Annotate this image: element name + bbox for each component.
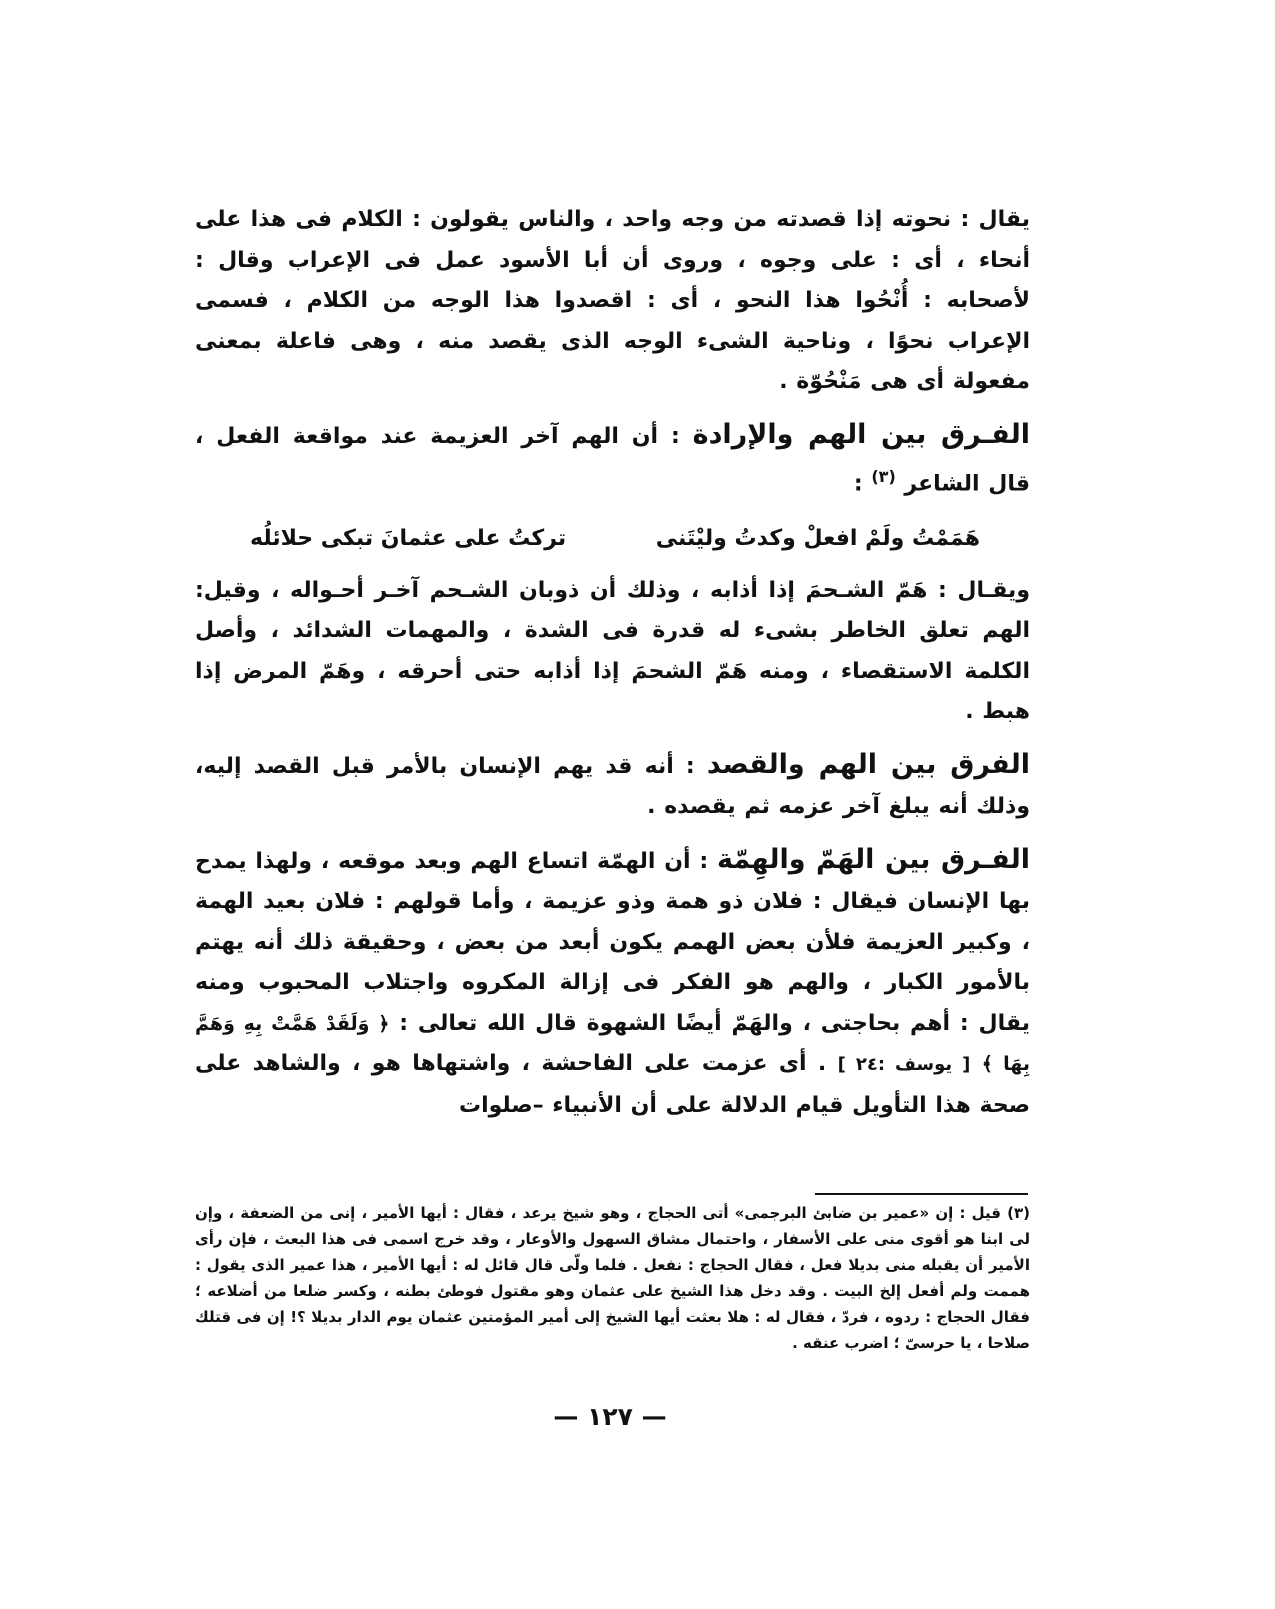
section-heading-hamm-iradah: الفـرق بين الهم والإرادة [692,418,1030,450]
section-hamm-iradah [195,415,1030,505]
section-hamm-himmah [195,840,1030,1127]
paragraph-nahw-definition: يقال : نحوته إذا قصدته من وجه واحد ، والناس يقولون : الكلام فى هذا على أنحاء ، أى : على وجوه ، وروى أن أبا الأسود عمل فى الإعراب وقال : لأصحابه : أُنْحُوا هذا النحو ، أى : اقصدوا هذا الوجه من الكلام ، فسمى الإعراب نحوًا ، وناحية الشىء الوجه الذى يقصد منه ، وهى فاعلة بمعنى مفعولة أى هى مَنْحُوّة . [195,207,1030,394]
section-heading-hamm-qasd: الفرق بين الهم والقصد [706,748,1030,780]
verse-second-hemistich: تركتُ على عثمانَ تبكى حلائلُه [250,525,567,551]
footnote-3: (٣) قيل : إن «عمير بن ضابئ البرجمى» أتى الحجاج ، وهو شيخ يرعد ، فقال : أيها الأمير ، إنى من الضعفة ، وإن لى ابنا هو أقوى منى على الأسفار ، واحتمال مشاق السهول والأوعار ، وقد خرج اسمى فى هذا البعث ، فإن رأى الأمير أن يقبله منى بديلا فعل ، فقال الحجاج : نفعل . فلما ولّى قال قائل له : أيها الأمير ، هذا عمير الذى يقول : هممت ولم أفعل إلخ البيت . وقد دخل هذا الشيخ على عثمان وهو مقتول فوطئ بطنه ، وكسر ضلعا من أضلاعه ؛ فقال الحجاج : ردوه ، فردّ ، فقال له : هلا بعثت أيها الشيخ إلى أمير المؤمنين عثمان يوم الدار بديلا ؟! إن فى قتلك صلاحا ، يا حرسىّ ؛ اضرب عنقه . [195,1204,1030,1352]
section-hamm-qasd [195,745,1030,828]
footnote-reference: (٣) [871,467,896,486]
page-number: — ١٢٧ — [553,1402,667,1431]
verse-first-hemistich: هَمَمْتُ ولَمْ افعلْ وكدتُ وليْتَنى [655,525,980,551]
footnote-divider [815,1193,1028,1195]
quran-verse: ﴿ وَلَقَدْ هَمَّتْ بِهِ وَهَمَّ بِهَا ﴾ [195,1012,1030,1076]
poetry-verse [250,519,980,559]
page-body [195,200,1030,1126]
section-text-hamm-himmah: : أن الهمّة اتساع الهم وبعد موقعه ، ولهذا يمدح بها الإنسان فيقال : فلان ذو همة وذو عزيمة ، وأما قولهم : فلان بعيد الهمة ، وكبير العزيمة فلأن بعض الهمم يكون أبعد من بعض ، وحقيقة ذلك أنه يهتم بالأمور الكبار ، والهم هو الفكر فى إزالة المكروه واجتلاب المحبوب ومنه يقال : أهم بحاجتى ، والهَمّ أيضًا الشهوة قال الله تعالى : [195,848,1030,1036]
paragraph-hamm-meanings: ويقـال : هَمّ الشـحمَ إذا أذابه ، وذلك أن ذوبان الشـحم آخـر أحـواله ، وقيل: الهم تعلق الخاطر بشىء له قدرة فى الشدة ، والمهمات الشدائد ، وأصل الكلمة الاستقصاء ، ومنه هَمّ الشحمَ إذا أذابه حتى أحرقه ، وهَمّ المرض إذا هبط . [195,577,1030,725]
quran-citation: [ يوسف :٢٤ ] [837,1054,971,1076]
section-text-hamm-qasd: : أنه قد يهم الإنسان بالأمر قبل القصد إليه، وذلك أنه يبلغ آخر عزمه ثم يقصده . [195,753,1030,820]
section-text-hamm-iradah: : أن الهم آخر العزيمة عند مواقعة الفعل ، قال الشاعر [195,423,1030,497]
colon: : [853,471,863,497]
section-heading-hamm-himmah: الفـرق بين الهَمّ والهِمّة [717,843,1030,875]
section-text-hamm-himmah-continued: . أى عزمت على الفاحشة ، واشتهاها هو ، والشاهد على صحة هذا التأويل قيام الدلالة على أن الأنبياء –صلوات [195,1051,1030,1118]
